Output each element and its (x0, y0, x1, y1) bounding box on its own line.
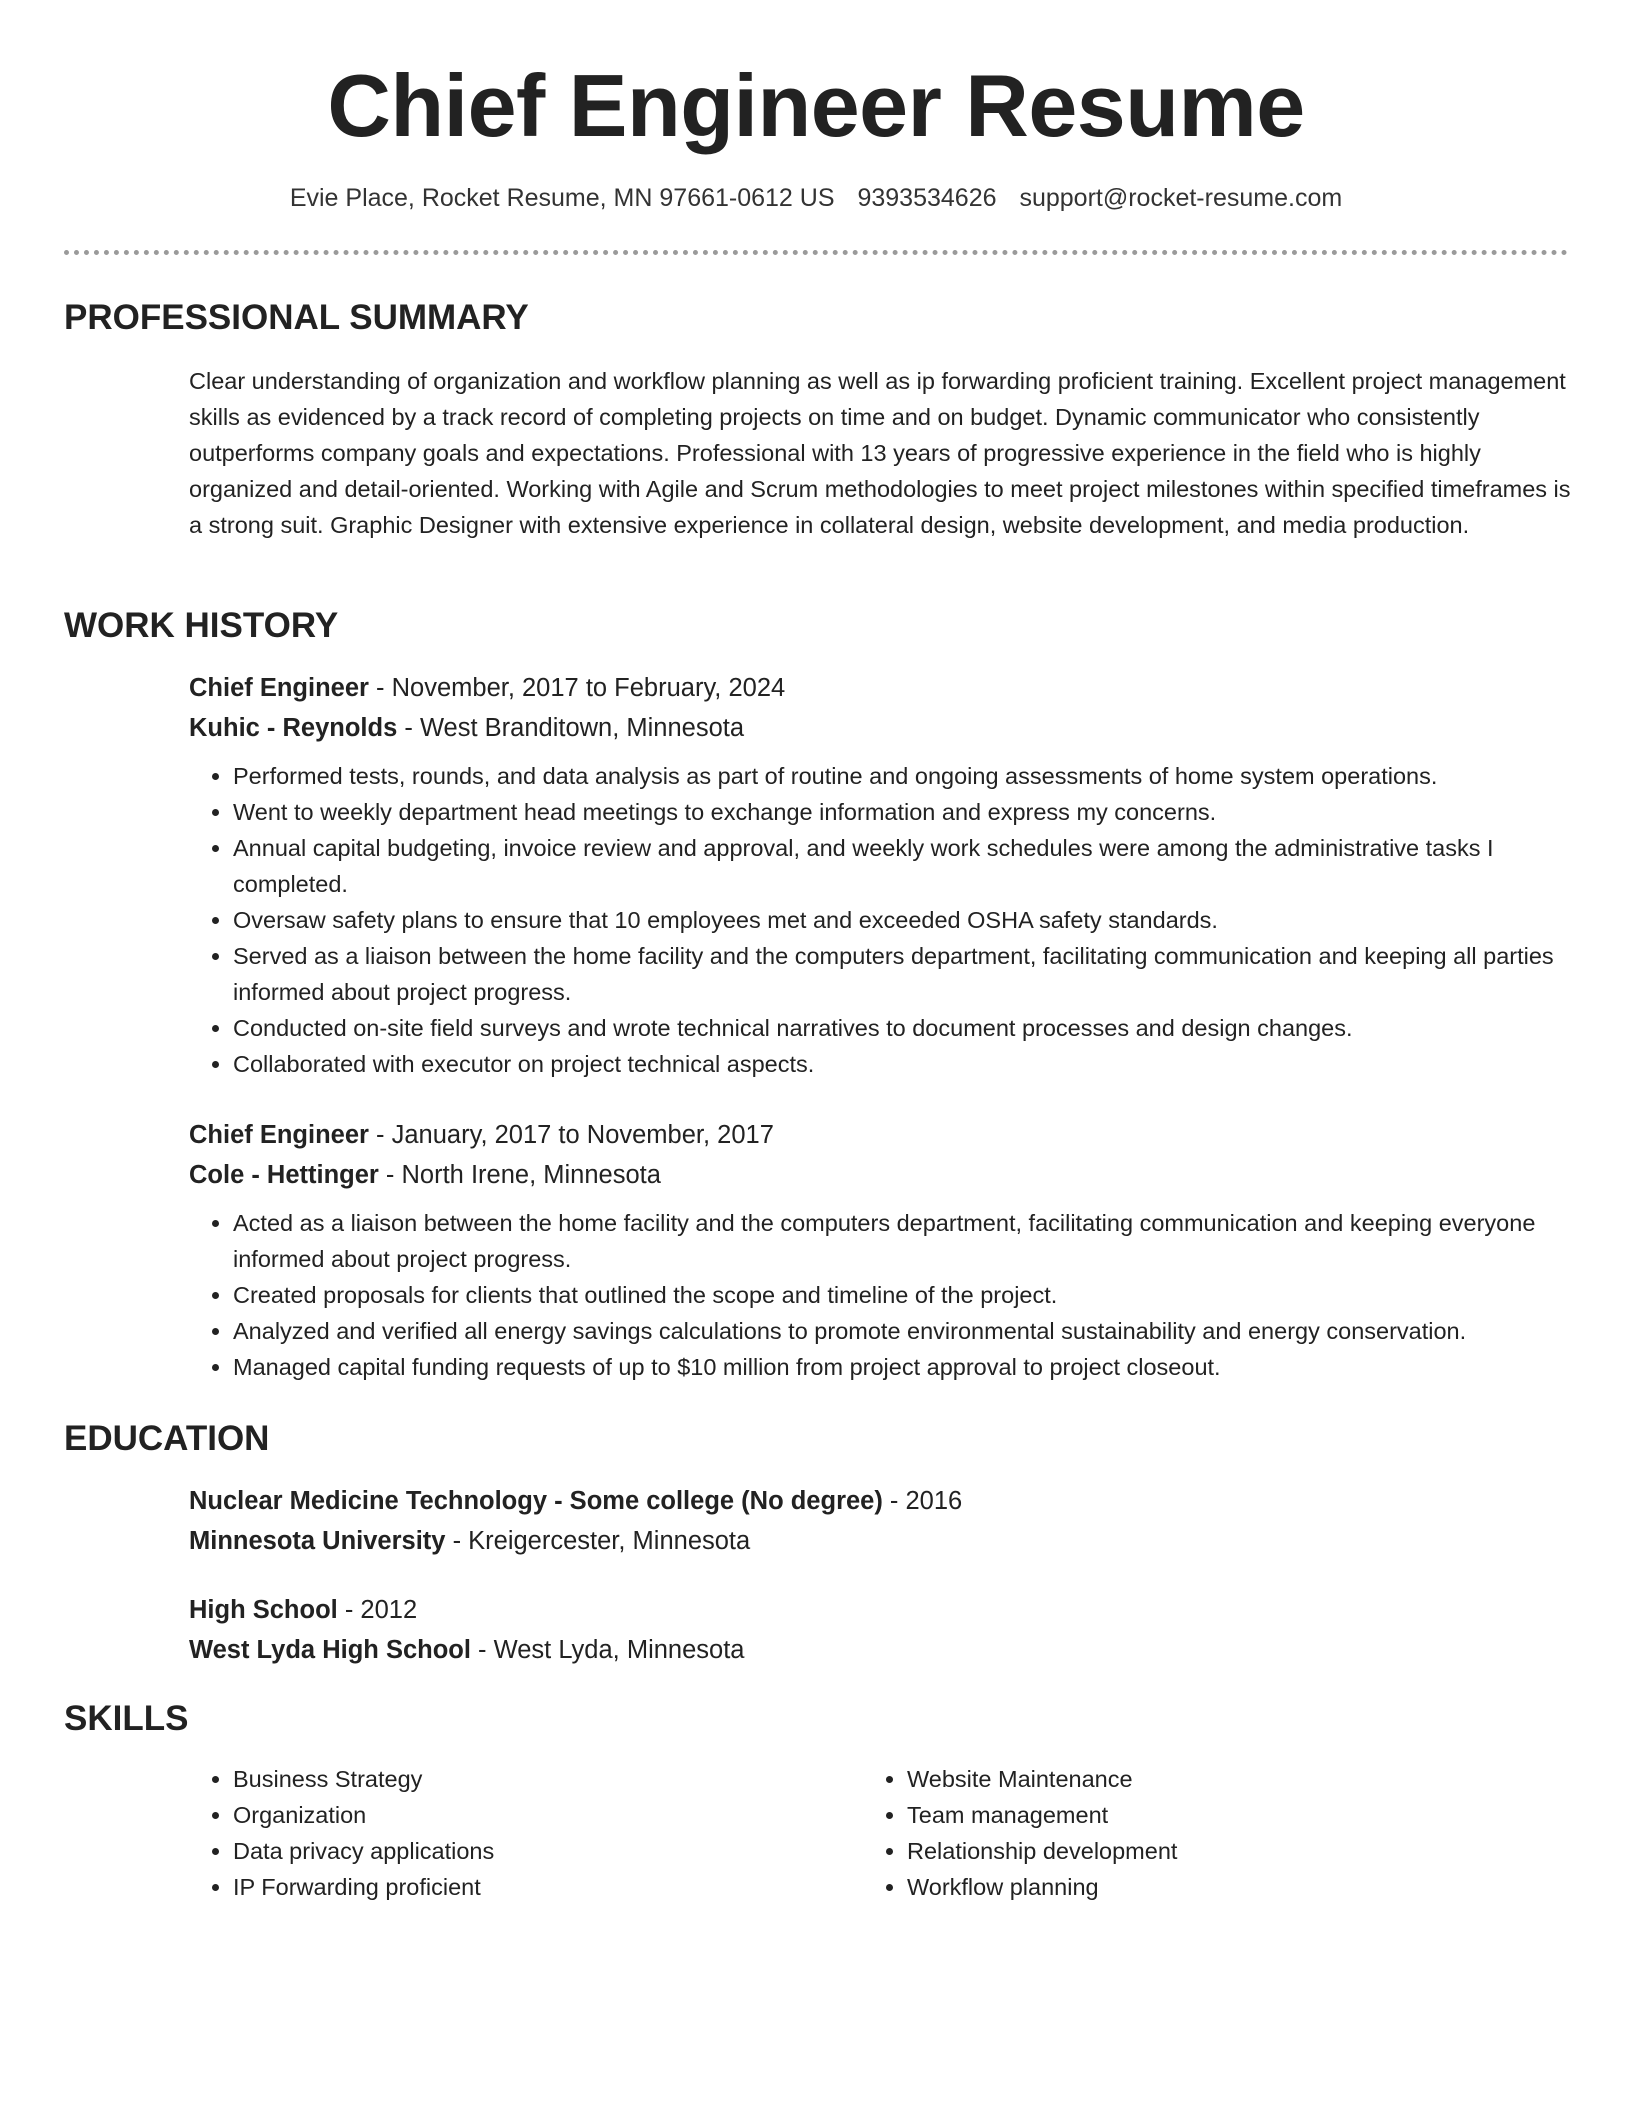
list-item: • Oversaw safety plans to ensure that 10 employees met and exceeded OSHA safety standards. (233, 902, 1579, 938)
contact-address: Evie Place, Rocket Resume, MN 97661-0612 US (289, 184, 835, 212)
job-title-line (189, 668, 1579, 708)
job-dates: - January, 2017 to November, 2017 (368, 1121, 774, 1149)
job-bullets (189, 758, 1579, 1082)
education-degree: High School (189, 1596, 338, 1624)
summary-text: Clear understanding of organization and workflow planning as well as ip forwarding proficient training. Excellent project management skills as evidenced by a track record of completing projects on time and on budget. Dynamic communicator who consistently outperforms company goals and expectations. Professional with 13 years of progressive experience in the field who is highly organized and detail-oriented. Working with Agile and Scrum methodologies to meet project milestones within specified timeframes is a strong suit. Graphic Designer with extensive experience in collateral design, website development, and media production. (189, 368, 1571, 538)
education-degree: Nuclear Medicine Technology - Some college (No degree) (189, 1487, 883, 1515)
section-title-summary: PROFESSIONAL SUMMARY (64, 298, 529, 337)
skill-item: • Data privacy applications (233, 1833, 829, 1869)
skills-column-right (863, 1761, 1503, 1905)
list-item: • Analyzed and verified all energy savings calculations to promote environmental sustainability and energy conservation. (233, 1313, 1579, 1349)
skill-item: • Business Strategy (233, 1761, 829, 1797)
job-title-line (189, 1115, 1579, 1155)
job-company: Cole - Hettinger (189, 1161, 379, 1189)
skills-list-left (189, 1761, 829, 1905)
list-item: • Conducted on-site field surveys and wrote technical narratives to document processes and design changes. (233, 1010, 1579, 1046)
education-entry-1 (189, 1481, 1579, 1561)
skills-column-left (189, 1761, 829, 1905)
skills-list-right (863, 1761, 1503, 1905)
list-item: • Acted as a liaison between the home facility and the computers department, facilitating communication and keeping everyone informed about project progress. (233, 1205, 1579, 1277)
section-title-skills: SKILLS (64, 1699, 189, 1738)
list-item: • Performed tests, rounds, and data analysis as part of routine and ongoing assessments of home system operations. (233, 758, 1579, 794)
education-year: - 2016 (882, 1487, 963, 1515)
education-school: Minnesota University (189, 1527, 446, 1555)
job-entry-2 (189, 1115, 1579, 1385)
job-company: Kuhic - Reynolds (189, 714, 398, 742)
education-degree-line (189, 1590, 1579, 1630)
contact-phone: 9393534626 (857, 184, 997, 212)
list-item: • Created proposals for clients that outlined the scope and timeline of the project. (233, 1277, 1579, 1313)
resume-title: Chief Engineer Resume (327, 56, 1305, 155)
job-location: - West Branditown, Minnesota (397, 714, 745, 742)
skill-item: • IP Forwarding proficient (233, 1869, 829, 1905)
skill-item: • Organization (233, 1797, 829, 1833)
education-location: - West Lyda, Minnesota (470, 1636, 745, 1664)
education-school: West Lyda High School (189, 1636, 471, 1664)
header-divider (64, 250, 1568, 255)
list-item: • Went to weekly department head meetings to exchange information and express my concerns. (233, 794, 1579, 830)
list-item: • Managed capital funding requests of up to $10 million from project approval to project closeout. (233, 1349, 1579, 1385)
list-item: • Annual capital budgeting, invoice review and approval, and weekly work schedules were among the administrative tasks I completed. (233, 830, 1579, 902)
job-entry-1 (189, 668, 1579, 1082)
education-school-line (189, 1521, 1579, 1561)
list-item: • Collaborated with executor on project technical aspects. (233, 1046, 1579, 1082)
contact-line (0, 82, 1632, 214)
job-dates: - November, 2017 to February, 2024 (368, 674, 786, 702)
job-company-line (189, 708, 1579, 748)
education-school-line (189, 1630, 1579, 1670)
education-degree-line (189, 1481, 1579, 1521)
skill-item: • Website Maintenance (907, 1761, 1503, 1797)
job-role: Chief Engineer (189, 1121, 369, 1149)
skill-item: • Team management (907, 1797, 1503, 1833)
job-location: - North Irene, Minnesota (378, 1161, 661, 1189)
education-year: - 2012 (337, 1596, 418, 1624)
job-role: Chief Engineer (189, 674, 369, 702)
skill-item: • Relationship development (907, 1833, 1503, 1869)
section-title-work: WORK HISTORY (64, 606, 339, 645)
contact-email: support@rocket-resume.com (1019, 184, 1343, 212)
skill-item: • Workflow planning (907, 1869, 1503, 1905)
education-location: - Kreigercester, Minnesota (445, 1527, 751, 1555)
section-title-education: EDUCATION (64, 1419, 270, 1458)
job-company-line (189, 1155, 1579, 1195)
job-bullets (189, 1205, 1579, 1385)
education-entry-2 (189, 1590, 1579, 1670)
list-item: • Served as a liaison between the home facility and the computers department, facilitating communication and keeping all parties informed about project progress. (233, 938, 1579, 1010)
